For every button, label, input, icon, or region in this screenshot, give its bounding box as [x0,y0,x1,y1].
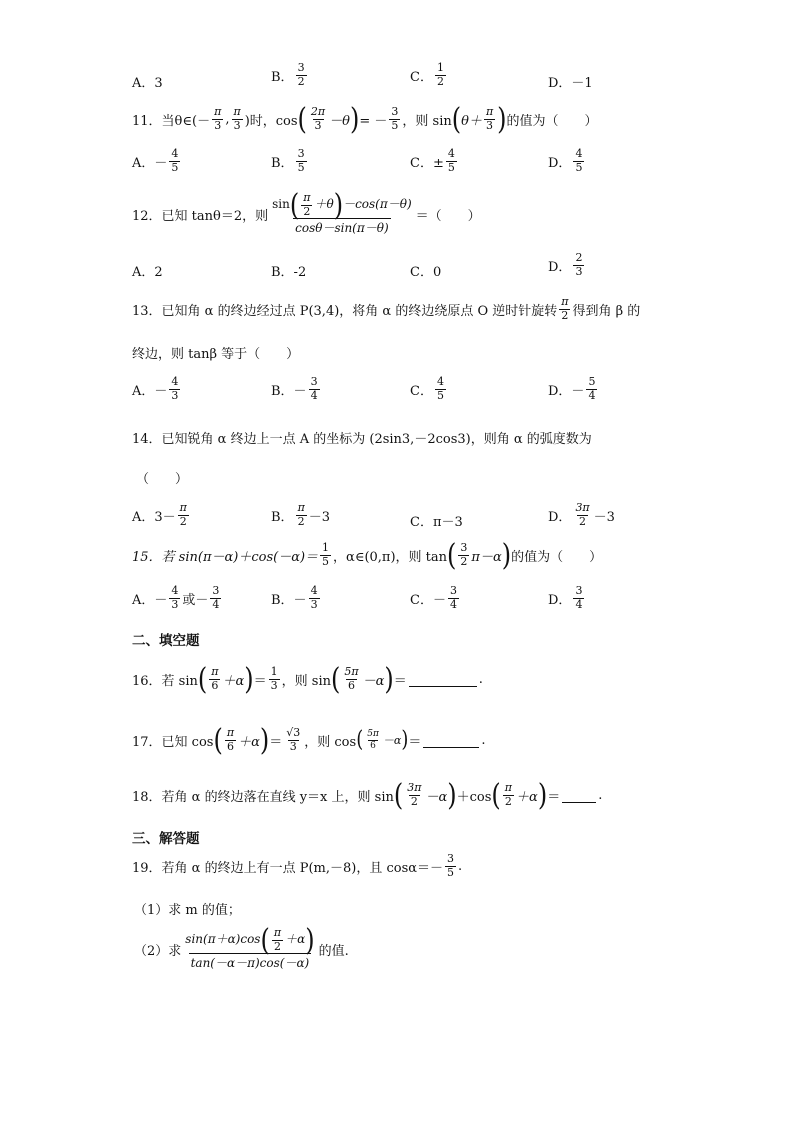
stem-text: = － [359,113,388,129]
option-label: C．± [410,155,444,171]
denominator: 5 [297,160,305,174]
stem-text: 得到角 β 的 [572,303,641,319]
stem-text: ，则 cos [304,734,357,750]
fraction [309,376,320,402]
stem-text: （2）求 [134,943,182,959]
denominator: 5 [322,554,330,568]
denominator: 4 [588,388,596,402]
numerator: 3π [407,781,422,794]
stem-text: )时，cos [244,113,298,129]
option-label: D．－ [548,383,585,399]
stem-text: ＋θ [314,197,334,212]
denominator: 3 [270,678,278,692]
q10-option-a: A．3 [132,76,163,91]
q15-option-a [132,585,223,611]
numerator: 5π [344,665,359,678]
stem-text: , [225,111,230,127]
fraction [448,585,459,611]
stem-text: . [598,787,603,803]
q13-option-c [410,376,448,402]
stem-text: ＋α [285,932,306,947]
denominator: cosθ－sin(π－θ) [293,218,391,236]
stem-text: ＝ [253,673,267,689]
stem-text: ，则 sin [402,113,452,129]
numerator [270,187,414,223]
stem-text: －α [382,734,402,748]
denominator: 6 [226,739,234,753]
numerator: 3 [391,105,399,118]
left-paren: ( [447,537,457,573]
stem-text: －cos(π－θ) [343,197,412,212]
q11-option-b [271,148,309,174]
denominator: 2 [460,554,468,568]
stem-text: 16．若 sin [132,673,198,689]
section-fill-in-blank-heading: 二、填空题 [132,633,200,649]
left-paren: ( [197,661,208,697]
denominator: 3 [233,118,241,132]
stem-text: 12．已知 tanθ＝2，则 [132,208,269,224]
denominator: 3 [171,388,179,402]
numerator: 4 [171,147,179,160]
denominator: 3 [310,597,318,611]
fraction [573,502,591,528]
fraction [169,376,180,402]
stem-text: ＝ [408,734,422,750]
numerator [183,922,316,958]
denominator: 2 [436,74,444,88]
stem-text: 15．若 sin(π－α)＋cos(－α)＝ [132,549,319,565]
numerator: 4 [436,375,444,388]
numerator: 3 [297,61,305,74]
option-label: D． [548,509,572,525]
stem-text: ＋α [238,734,260,750]
q13-option-b [271,376,322,402]
right-paren: ) [537,777,548,813]
fraction [296,502,307,528]
right-paren: ) [259,722,270,758]
left-paren: ( [213,722,223,758]
stem-text: 17．已知 cos [132,734,214,750]
stem-text: . [478,671,483,687]
question-12 [132,187,481,236]
big-fraction [270,187,414,236]
fraction [284,727,302,753]
q11-option-d [548,148,586,174]
stem-text: －α [362,673,385,689]
stem-text: －θ [329,113,350,129]
numerator: 4 [447,147,455,160]
answer-blank[interactable] [409,672,477,687]
numerator: 3 [310,375,318,388]
numerator: 4 [310,584,318,597]
numerator: 5π [367,729,379,740]
fraction [445,853,456,879]
fraction [225,727,236,753]
option-label: B． [271,155,294,171]
fraction [169,148,180,174]
numerator: 5 [588,375,596,388]
q14-option-c: C．π－3 [410,515,463,530]
stem-text: ＋α [222,673,245,689]
fraction [484,106,495,132]
denominator: 6 [211,678,219,692]
stem-text: ＝ [393,673,407,689]
numerator: 4 [575,147,583,160]
fraction [586,376,597,402]
fraction [296,62,307,88]
option-label: B． [271,69,294,85]
option-text: 或－ [182,592,209,608]
left-paren: ( [393,777,404,813]
numerator: π [273,926,282,939]
option-label: B． [271,509,294,525]
question-19-part-1: （1）求 m 的值； [134,903,241,918]
left-paren: ( [451,101,462,137]
fraction [209,666,220,692]
question-16 [132,661,483,697]
q14-option-a [132,502,191,528]
numerator: π [297,501,305,514]
denominator: 4 [310,388,318,402]
left-paren: ( [491,777,501,813]
question-14: 14．已知锐角 α 终边上一点 A 的坐标为 (2sin3,－2cos3)，则角 α 的弧度数为 [132,432,592,447]
stem-text: －α [425,789,448,805]
q15-option-c [410,585,461,611]
numerator: 3 [212,584,220,597]
stem-text: ，α∈(0,π)，则 tan [333,549,448,565]
numerator: 3 [297,147,305,160]
denominator: 5 [436,388,444,402]
right-paren: ) [349,101,360,137]
right-paren: ) [497,101,507,137]
denominator: 2 [273,939,281,953]
fraction [458,542,469,568]
q13-option-d [548,376,599,402]
option-label: D． [548,592,572,608]
q12-option-c: C．0 [410,265,442,280]
option-label: A．3－ [132,509,176,525]
stem-text: 11．当θ∈(－ [132,113,211,129]
numerator: π [303,191,311,204]
fraction [212,106,223,132]
q10-option-c [410,62,448,88]
fraction [446,148,457,174]
denominator: 3 [314,118,322,132]
option-text: －3 [593,509,615,525]
stem-text: . [481,732,486,748]
numerator: π [214,105,222,118]
denominator: 4 [212,597,220,611]
denominator: 3 [486,118,494,132]
fraction [231,106,242,132]
numerator: 2π [310,105,326,118]
stem-text: ＝ [547,789,561,805]
fraction [272,927,283,953]
stem-text: ＝ [269,734,283,750]
denominator: 3 [214,118,222,132]
stem-text: 19．若角 α 的终边上有一点 P(m,－8)，且 cosα＝－ [132,860,444,876]
numerator: 3π [575,501,590,514]
section-solution-heading: 三、解答题 [132,831,200,847]
numerator: 3 [447,852,455,865]
option-label: D． [548,155,572,171]
q12-option-b: B．-2 [271,265,307,280]
q14-option-b [271,502,330,528]
fraction [301,192,312,218]
question-11 [132,101,598,137]
numerator: π [485,105,494,118]
numerator: π [233,105,241,118]
denominator: 5 [447,865,455,879]
fraction [503,782,514,808]
fraction [296,148,307,174]
stem-text: 18．若角 α 的终边落在直线 y＝x 上，则 sin [132,789,394,805]
numerator: 3 [460,541,468,554]
numerator: 1 [322,541,330,554]
denominator: 2 [303,204,311,218]
numerator: π [211,665,219,678]
right-paren: ) [501,537,512,573]
q10-option-b [271,62,309,88]
fraction [309,106,327,132]
numerator: 1 [270,665,278,678]
question-14-line2: （ ） [136,472,189,487]
right-paren: ) [447,777,457,813]
numerator: 4 [171,584,179,597]
numerator: π [226,726,235,739]
right-paren: ) [384,661,394,697]
denominator: tan(－α－π)cos(－α) [189,953,312,971]
stem-text: π－α [471,549,502,565]
denominator: 5 [447,160,455,174]
question-19 [132,853,462,879]
left-paren: ( [260,922,270,958]
option-label: D． [548,259,572,275]
stem-text: sin [272,197,290,212]
q11-option-a [132,148,182,174]
fraction [342,666,360,692]
denominator: 2 [297,74,305,88]
option-label: A．－ [132,592,168,608]
fraction [320,542,331,568]
fraction [559,296,570,322]
stem-text: ＋cos [456,789,492,805]
denominator: 2 [410,794,418,808]
left-paren: ( [289,187,300,223]
numerator: 2 [575,251,583,264]
option-text: －3 [308,509,331,525]
left-paren: ( [297,101,307,137]
denominator: 2 [297,514,305,528]
denominator: 2 [504,794,512,808]
option-label: B．－ [271,383,307,399]
numerator: √3 [286,726,301,739]
fraction [178,502,189,528]
right-paren: ) [305,922,315,958]
right-paren: ) [401,726,409,753]
denominator: 5 [575,160,583,174]
numerator: 1 [436,61,444,74]
question-18 [132,777,603,813]
denominator: 3 [289,739,297,753]
fraction [573,148,584,174]
numerator: 3 [575,584,583,597]
denominator: 2 [179,514,187,528]
fraction [435,62,446,88]
q12-option-d [548,252,586,278]
big-fraction [183,922,316,971]
fraction [405,782,423,808]
stem-text: ，则 sin [281,673,332,689]
stem-text: 的值为（ ） [506,113,598,129]
denominator: 6 [370,740,376,751]
question-13-line2: 终边，则 tanβ 等于（ ） [132,347,300,362]
question-13 [132,296,640,322]
question-15 [132,537,603,573]
q10-option-d: D．－1 [548,76,593,91]
right-paren: ) [333,187,344,223]
denominator: 6 [348,678,355,692]
option-label: A．－ [132,383,168,399]
denominator: 3 [171,597,179,611]
denominator: 2 [579,514,587,528]
q15-option-d [548,585,586,611]
numerator: 4 [171,375,179,388]
left-paren: ( [356,726,364,753]
q13-option-a [132,376,182,402]
fraction [210,585,221,611]
option-label: C． [410,383,433,399]
q11-option-c [410,148,459,174]
fraction [573,252,584,278]
numerator: π [179,501,187,514]
stem-text: ＝（ ） [415,208,481,224]
answer-blank[interactable] [423,733,479,748]
fraction [309,585,320,611]
stem-text: ＋α [516,789,538,805]
left-paren: ( [331,661,341,697]
denominator: 3 [575,264,583,278]
fraction [269,666,280,692]
option-label: C．－ [410,592,446,608]
numerator: 3 [449,584,457,597]
fraction [389,106,400,132]
denominator: 5 [391,118,399,132]
q15-option-b [271,585,322,611]
q14-option-d [548,502,615,528]
fraction [365,729,381,751]
question-19-part-2 [134,922,349,971]
stem-text: θ＋ [461,113,482,129]
option-label: C． [410,69,433,85]
question-17 [132,722,486,758]
answer-blank[interactable] [562,788,596,803]
fraction [169,585,180,611]
stem-text: 13．已知角 α 的终边经过点 P(3,4)，将角 α 的终边绕原点 O 逆时针旋转 [132,303,558,319]
option-label: A．－ [132,155,168,171]
denominator: 2 [561,308,569,322]
numerator: π [561,295,569,308]
stem-text: 的值为（ ） [511,549,603,565]
fraction [435,376,446,402]
q12-option-a: A．2 [132,265,163,280]
right-paren: ) [244,661,254,697]
fraction [573,585,584,611]
stem-text: sin(π＋α)cos [185,932,261,947]
denominator: 4 [449,597,457,611]
stem-text: 的值. [318,943,349,959]
numerator: π [504,781,513,794]
option-label: B．－ [271,592,307,608]
denominator: 4 [575,597,583,611]
denominator: 5 [171,160,179,174]
stem-text: . [458,858,463,874]
